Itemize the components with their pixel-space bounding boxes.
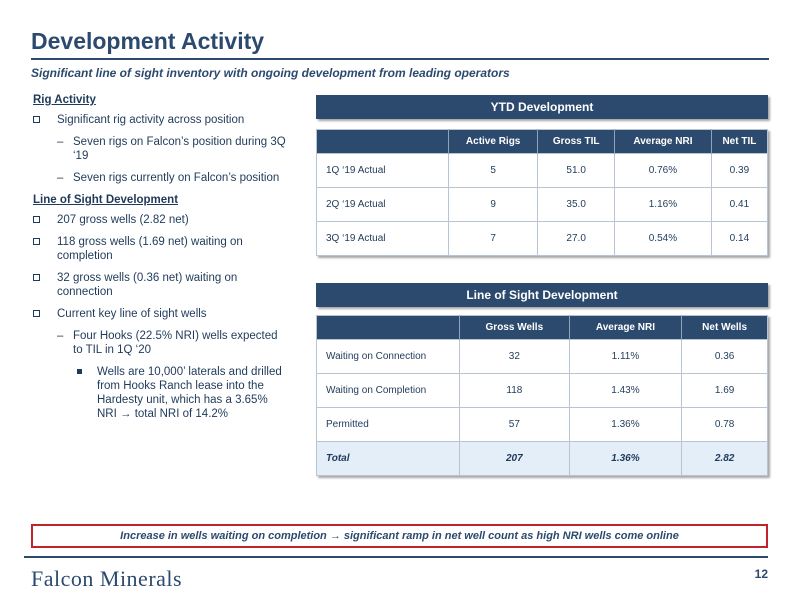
ytd-development-header-bar: YTD Development [316, 95, 768, 119]
row-label: Total [317, 442, 460, 476]
row-label: Waiting on Completion [317, 374, 460, 408]
sub-bullet-text: Seven rigs on Falcon’s position during 3Q ‘19 [73, 136, 286, 162]
page-subtitle: Significant line of sight inventory with ongoing development from leading operators [31, 66, 510, 80]
checkbox-bullet-icon [33, 116, 40, 123]
rig-activity-heading: Rig Activity [33, 94, 96, 106]
sub-bullet-text: Four Hooks (22.5% NRI) wells expected to TIL in 1Q ‘20 [73, 330, 278, 356]
checkbox-bullet-icon [33, 216, 40, 223]
left-column [33, 93, 288, 427]
table-cell: 27.0 [538, 222, 615, 256]
dash-icon: – [57, 136, 64, 148]
column-header: Gross Wells [460, 316, 570, 340]
row-label: Waiting on Connection [317, 340, 460, 374]
table-cell: 0.39 [711, 154, 767, 188]
footer-divider [24, 556, 768, 558]
dash-icon: – [57, 172, 64, 184]
table-cell: 57 [460, 408, 570, 442]
table-cell: 1.16% [615, 188, 712, 222]
falcon-minerals-logo: Falcon Minerals [31, 566, 183, 591]
table-cell: 35.0 [538, 188, 615, 222]
bullet-item [33, 235, 288, 263]
column-header: Active Rigs [449, 130, 538, 154]
row-label: 1Q ‘19 Actual [317, 154, 449, 188]
row-label: 3Q ‘19 Actual [317, 222, 449, 256]
bullet-text: 207 gross wells (2.82 net) [57, 214, 189, 226]
table-cell: 9 [449, 188, 538, 222]
table-header-row [317, 316, 768, 340]
row-label: 2Q ‘19 Actual [317, 188, 449, 222]
page-number: 12 [754, 567, 768, 581]
line-of-sight-table [316, 315, 768, 476]
sub-bullet-text: Seven rigs currently on Falcon’s position [73, 172, 280, 184]
page-title: Development Activity [31, 28, 265, 54]
table-row [317, 340, 768, 374]
bullet-item [33, 307, 288, 321]
sub-sub-bullet-text: Wells are 10,000’ laterals and drilled from Hooks Ranch lease into the Hardesty unit, which has a 3.65% NRI → total NRI of 14.2% [97, 366, 282, 420]
table-cell: 0.78 [682, 408, 768, 442]
bullet-text: Current key line of sight wells [57, 308, 207, 320]
table-cell: 32 [460, 340, 570, 374]
sub-sub-bullet-item [33, 365, 288, 421]
square-bullet-icon [77, 369, 82, 374]
column-header [317, 130, 449, 154]
table-cell: 1.11% [569, 340, 681, 374]
checkbox-bullet-icon [33, 310, 40, 317]
sub-bullet-item [33, 171, 288, 185]
callout-box: Increase in wells waiting on completion → significant ramp in net well count as high NRI wells come online [31, 524, 768, 548]
dash-icon: – [57, 330, 64, 342]
column-header: Average NRI [615, 130, 712, 154]
table-cell: 1.43% [569, 374, 681, 408]
bullet-text: Significant rig activity across position [57, 114, 245, 126]
column-header [317, 316, 460, 340]
table-cell: 5 [449, 154, 538, 188]
bullet-item [33, 271, 288, 299]
table-cell: 1.36% [569, 442, 681, 476]
table-cell: 0.36 [682, 340, 768, 374]
checkbox-bullet-icon [33, 238, 40, 245]
row-label: Permitted [317, 408, 460, 442]
line-of-sight-header-bar: Line of Sight Development [316, 283, 768, 307]
table-cell: 207 [460, 442, 570, 476]
table-cell: 0.41 [711, 188, 767, 222]
title-divider [31, 58, 769, 60]
bullet-text: 118 gross wells (1.69 net) waiting on completion [57, 236, 243, 262]
table-cell: 0.14 [711, 222, 767, 256]
column-header: Average NRI [569, 316, 681, 340]
bullet-text: 32 gross wells (0.36 net) waiting on connection [57, 272, 238, 298]
column-header: Net Wells [682, 316, 768, 340]
table-cell: 7 [449, 222, 538, 256]
table-row [317, 188, 768, 222]
table-header-row [317, 130, 768, 154]
sub-bullet-item [33, 135, 288, 163]
line-of-sight-heading: Line of Sight Development [33, 194, 179, 206]
table-total-row [317, 442, 768, 476]
column-header: Gross TIL [538, 130, 615, 154]
checkbox-bullet-icon [33, 274, 40, 281]
table-row [317, 222, 768, 256]
table-cell: 1.69 [682, 374, 768, 408]
bullet-item [33, 213, 288, 227]
table-cell: 0.76% [615, 154, 712, 188]
table-cell: 1.36% [569, 408, 681, 442]
table-row [317, 154, 768, 188]
column-header: Net TIL [711, 130, 767, 154]
table-cell: 0.54% [615, 222, 712, 256]
table-row [317, 408, 768, 442]
bullet-item [33, 113, 288, 127]
table-row [317, 374, 768, 408]
table-cell: 118 [460, 374, 570, 408]
sub-bullet-item [33, 329, 288, 357]
table-cell: 2.82 [682, 442, 768, 476]
ytd-development-table [316, 129, 768, 256]
table-cell: 51.0 [538, 154, 615, 188]
